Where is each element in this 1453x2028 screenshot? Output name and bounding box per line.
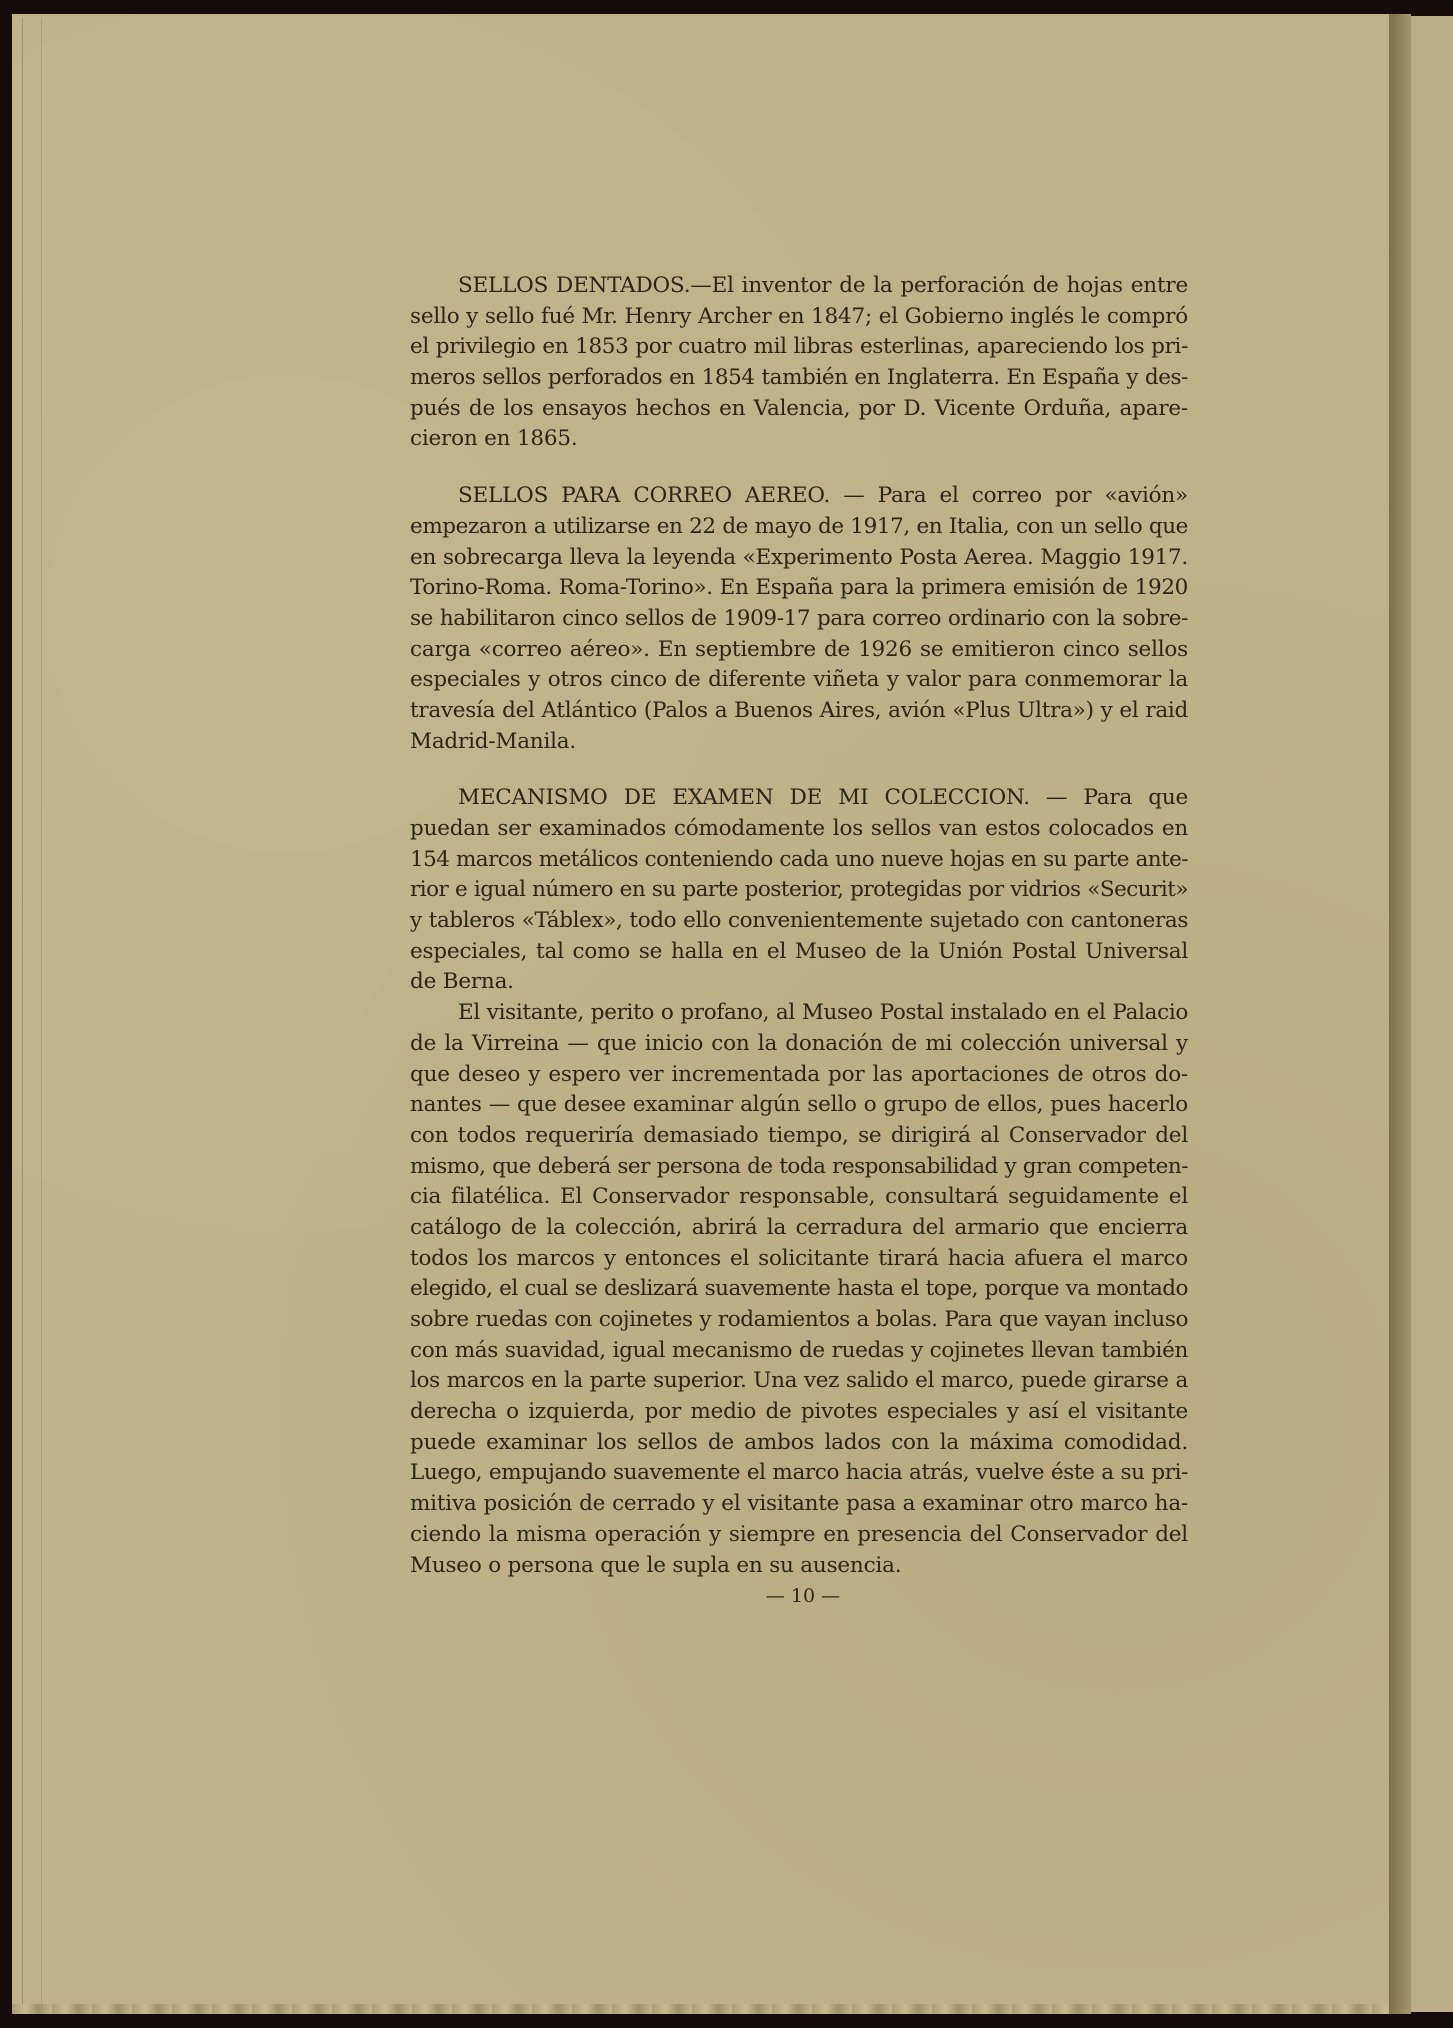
paragraph-correo-aereo — [410, 481, 1188, 757]
text-line: catálogo de la colección, abrirá la cerradura del armario que encierra — [410, 1214, 1188, 1240]
text-line: con todos requeriría demasiado tiempo, se dirigirá al Conservador del — [410, 1122, 1188, 1148]
text-line: 154 marcos metálicos conteniendo cada uno nueve hojas en su parte ante- — [410, 846, 1188, 872]
text-line: en sobrecarga lleva la leyenda «Experimento Posta Aerea. Maggio 1917. — [410, 544, 1188, 570]
paragraph-el-visitante — [410, 998, 1188, 1581]
text-line: travesía del Atlántico (Palos a Buenos Aires, avión «Plus Ultra») y el raid — [410, 697, 1188, 723]
text-line: rior e igual número en su parte posterior, protegidas por vidrios «Securit» — [410, 877, 1188, 903]
page-bottom-edge — [12, 2004, 1390, 2014]
text-line: Torino-Roma. Roma-Torino». En España para la primera emisión de 1920 — [410, 575, 1188, 601]
text-line: carga «correo aéreo». En septiembre de 1926 se emitieron cinco sellos — [410, 636, 1188, 662]
text-line: sello y sello fué Mr. Henry Archer en 1847; el Gobierno inglés le compró — [410, 303, 1188, 329]
text-line: sobre ruedas con cojinetes y rodamientos a bolas. Para que vayan incluso — [410, 1307, 1188, 1332]
text-line: puede examinar los sellos de ambos lados con la máxima comodidad. — [410, 1429, 1188, 1455]
text-line: ciendo la misma operación y siempre en presencia del Conservador del — [410, 1521, 1188, 1547]
text-line: meros sellos perforados en 1854 también en Inglaterra. En España y des- — [410, 365, 1188, 391]
page-number: — 10 — — [765, 1585, 841, 1607]
text-line: se habilitaron cinco sellos de 1909-17 para correo ordinario con la sobre- — [410, 605, 1188, 631]
text-line: y tableros «Táblex», todo ello convenientemente sujetado con cantoneras — [410, 908, 1188, 934]
text-line: Luego, empujando suavemente el marco hacia atrás, vuelve éste a su pri- — [410, 1460, 1188, 1486]
text-line: cia filatélica. El Conservador responsable, consultará seguidamente el — [410, 1184, 1188, 1210]
page-edge-stack — [22, 18, 42, 2010]
text-line: derecha o izquierda, por medio de pivotes especiales y así el visitante — [410, 1399, 1188, 1425]
text-line: que deseo y espero ver incrementada por las aportaciones de otros do- — [410, 1061, 1188, 1087]
text-line: nantes — que desee examinar algún sello o grupo de ellos, pues hacerlo — [410, 1092, 1188, 1118]
paragraph-mecanismo-examen — [410, 783, 1188, 998]
text-line: cieron en 1865. — [410, 426, 578, 452]
text-line: pués de los ensayos hechos en Valencia, por D. Vicente Orduña, apare- — [410, 395, 1188, 421]
text-line: SELLOS DENTADOS.—El inventor de la perforación de hojas entre — [458, 273, 1188, 298]
text-line: mismo, que deberá ser persona de toda responsabilidad y gran competen- — [410, 1153, 1188, 1179]
text-line: todos los marcos y entonces el solicitante tirará hacia afuera el marco — [410, 1245, 1188, 1271]
text-line: MECANISMO DE EXAMEN DE MI COLECCION. — Para que — [458, 785, 1188, 811]
text-line: Museo o persona que le supla en su ausencia. — [410, 1552, 902, 1578]
text-line: de la Virreina — que inicio con la donación de mi colección universal y — [410, 1030, 1188, 1056]
text-line: SELLOS PARA CORREO AEREO. — Para el correo por «avión» — [458, 483, 1188, 509]
text-line: empezaron a utilizarse en 22 de mayo de 1917, en Italia, con un sello que — [410, 513, 1188, 539]
paragraph-sellos-dentados — [410, 271, 1188, 455]
text-line: los marcos en la parte superior. Una vez salido el marco, puede girarse a — [410, 1368, 1188, 1394]
text-line: mitiva posición de cerrado y el visitante pasa a examinar otro marco ha- — [410, 1491, 1188, 1517]
text-line: de Berna. — [410, 969, 514, 995]
text-line: especiales, tal como se halla en el Museo de la Unión Postal Universal — [410, 938, 1188, 964]
text-line: Madrid-Manila. — [410, 728, 577, 754]
text-line: El visitante, perito o profano, al Museo Postal instalado en el Palacio — [458, 1000, 1188, 1026]
text-line: elegido, el cual se deslizará suavemente hasta el tope, porque va montado — [410, 1276, 1188, 1302]
text-line: especiales y otros cinco de diferente viñeta y valor para conmemorar la — [410, 667, 1188, 693]
adjacent-page-edge — [1411, 16, 1453, 2012]
book-gutter-shadow — [1389, 14, 1411, 2014]
text-line: con más suavidad, igual mecanismo de ruedas y cojinetes llevan también — [410, 1337, 1188, 1363]
text-line: el privilegio en 1853 por cuatro mil libras esterlinas, apareciendo los pri- — [410, 334, 1188, 360]
text-column — [410, 271, 1188, 1581]
text-line: puedan ser examinados cómodamente los sellos van estos colocados en — [410, 816, 1188, 841]
